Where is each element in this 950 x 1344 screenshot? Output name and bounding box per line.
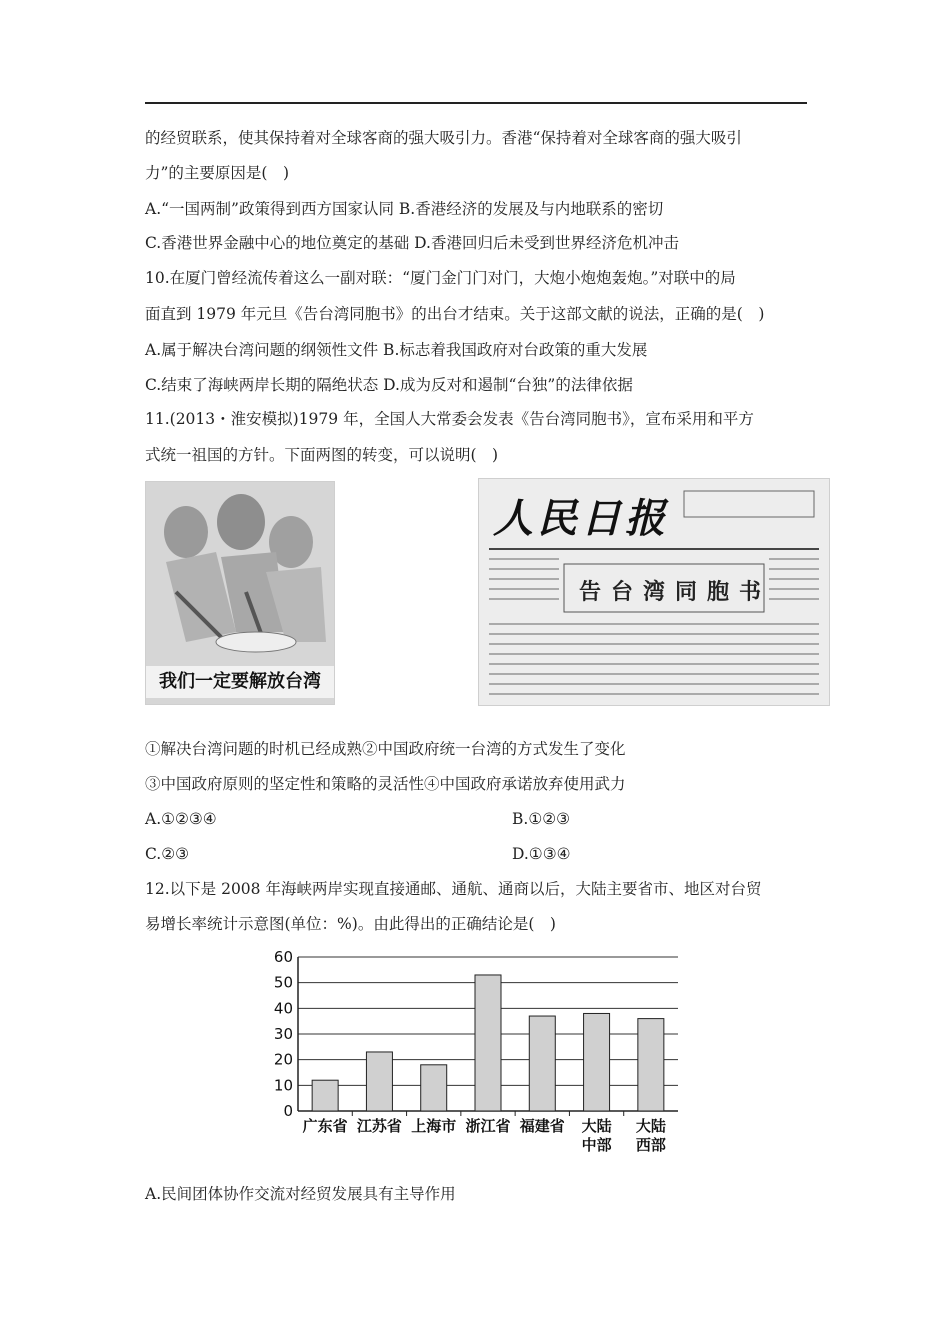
text-line: 易增长率统计示意图(单位：%)。由此得出的正确结论是( ) bbox=[145, 915, 556, 933]
x-category-label: 中部 bbox=[581, 1136, 612, 1154]
option-line: C.香港世界金融中心的地位奠定的基础 D.香港回归后未受到世界经济危机冲击 bbox=[145, 234, 679, 252]
text-line: 力”的主要原因是( ) bbox=[145, 164, 290, 182]
question-10: 10.在厦门曾经流传着这么一副对联：“厦门金门门对门，大炮小炮炮轰炮。”对联中的局 bbox=[145, 269, 736, 287]
header-rule bbox=[145, 102, 807, 104]
y-tick-label: 0 bbox=[283, 1102, 293, 1120]
trade-growth-bar-chart bbox=[266, 945, 683, 1155]
x-category-label: 福建省 bbox=[519, 1117, 565, 1135]
question-11: 11.(2013・淮安模拟)1979 年，全国人大常委会发表《告台湾同胞书》，宣布采用和平方 bbox=[145, 410, 754, 428]
newspaper-image bbox=[478, 478, 830, 706]
option-a: A.①②③④ bbox=[145, 810, 217, 828]
option-line: A.属于解决台湾问题的纲领性文件 B.标志着我国政府对台政策的重大发展 bbox=[145, 341, 648, 359]
bar bbox=[366, 1052, 392, 1111]
option-b: B.①②③ bbox=[512, 810, 571, 828]
bar bbox=[421, 1065, 447, 1111]
bar bbox=[529, 1016, 555, 1111]
newspaper-headline: 告台湾同胞书 bbox=[579, 579, 772, 605]
option-line: C.结束了海峡两岸长期的隔绝状态 D.成为反对和遏制“台独”的法律依据 bbox=[145, 376, 633, 394]
question-12: 12.以下是 2008 年海峡两岸实现直接通邮、通航、通商以后，大陆主要省市、地区对台贸 bbox=[145, 880, 762, 898]
option-d: D.①③④ bbox=[512, 845, 571, 863]
y-tick-label: 30 bbox=[273, 1025, 293, 1043]
poster-caption: 我们一定要解放台湾 bbox=[146, 666, 334, 698]
bar bbox=[475, 975, 501, 1111]
text-line: 面直到 1979 年元旦《告台湾同胞书》的出台才结束。关于这部文献的说法，正确的是( ) bbox=[145, 305, 765, 323]
text-line: 的经贸联系，使其保持着对全球客商的强大吸引力。香港“保持着对全球客商的强大吸引 bbox=[145, 129, 742, 147]
x-category-label: 江苏省 bbox=[356, 1117, 402, 1135]
x-category-label: 大陆 bbox=[635, 1117, 666, 1135]
x-category-label: 广东省 bbox=[302, 1117, 348, 1135]
option-line: A.民间团体协作交流对经贸发展具有主导作用 bbox=[145, 1185, 456, 1203]
x-category-label: 大陆 bbox=[581, 1117, 612, 1135]
bar bbox=[312, 1080, 338, 1111]
y-tick-label: 40 bbox=[273, 999, 293, 1018]
x-category-label: 西部 bbox=[635, 1136, 666, 1154]
x-category-label: 上海市 bbox=[411, 1117, 457, 1135]
bar bbox=[584, 1013, 610, 1111]
option-c: C.②③ bbox=[145, 845, 190, 863]
y-tick-label: 10 bbox=[273, 1076, 293, 1095]
propaganda-poster-image bbox=[145, 481, 335, 705]
y-tick-label: 60 bbox=[273, 948, 293, 966]
x-category-label: 浙江省 bbox=[465, 1117, 511, 1135]
text-line: 式统一祖国的方针。下面两图的转变，可以说明( ) bbox=[145, 446, 499, 464]
bar bbox=[638, 1019, 664, 1111]
y-tick-label: 50 bbox=[273, 973, 293, 992]
statement-line: ①解决台湾问题的时机已经成熟②中国政府统一台湾的方式发生了变化 bbox=[145, 740, 626, 758]
statement-line: ③中国政府原则的坚定性和策略的灵活性④中国政府承诺放弃使用武力 bbox=[145, 775, 626, 793]
y-tick-label: 20 bbox=[273, 1050, 293, 1069]
newspaper-masthead: 人民日报 bbox=[493, 495, 669, 542]
option-line: A.“一国两制”政策得到西方国家认同 B.香港经济的发展及与内地联系的密切 bbox=[145, 200, 664, 218]
